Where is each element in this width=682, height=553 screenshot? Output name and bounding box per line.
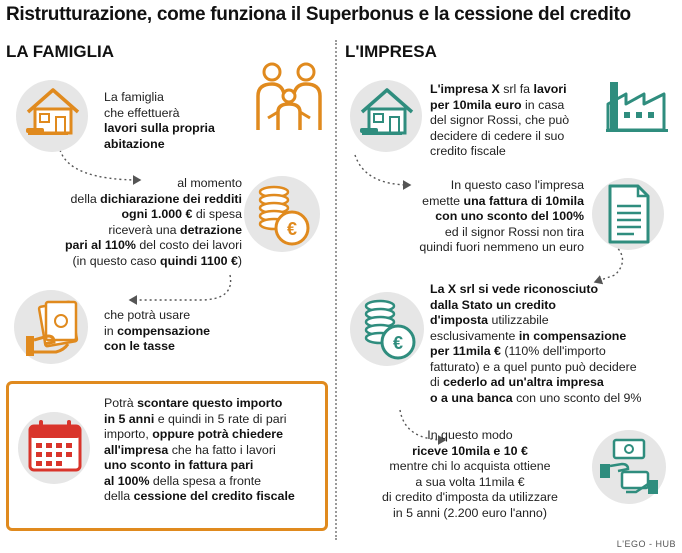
- left-heading: LA FAMIGLIA: [6, 42, 114, 61]
- svg-text:€: €: [286, 219, 298, 239]
- coins-euro-icon: [250, 180, 316, 250]
- right-step3-text: La X srl si vede riconosciuto dalla Stato un credito d'imposta utilizzabile esclusivamente in compensazione per 11mila € (110% dell'importo fatturato) e a quel punto può decidere di cederlo ad un'altra impresa o a una banca con uno sconto del 9%: [430, 282, 642, 405]
- left-step1-text: La famiglia che effettuerà lavori sulla propria abitazione: [104, 90, 215, 151]
- right-step2-text: In questo caso l'impresa emette una fattura di 10mila con uno sconto del 100% ed il signor Rossi non tira quindi fuori nemmeno un euro: [419, 178, 584, 254]
- family-icon: [250, 58, 328, 136]
- factory-icon: [604, 78, 670, 134]
- source-credit: L'EGO - HUB: [616, 539, 676, 549]
- house-icon: [22, 82, 84, 144]
- left-step3-text: che potrà usare in compensazione con le tasse: [104, 308, 211, 353]
- right-step1-text: L'impresa X srl fa lavori per 10mila euro in casa del signor Rossi, che può decidere di cedere il suo credito fiscale: [430, 82, 570, 158]
- right-step4-text: In questo modo riceve 10mila e 10 € mentre chi lo acquista ottiene a sua volta 11mila € di credito d'imposta da utilizzare in 5 anni (2.200 euro l'anno): [382, 428, 558, 520]
- svg-text:€: €: [392, 333, 404, 353]
- page-title: Ristrutturazione, come funziona il Superbonus e la cessione del credito: [6, 4, 631, 25]
- coins-euro-teal-icon: [356, 294, 422, 364]
- left-step2-text: al momento della dichiarazione dei redditi ogni 1.000 € di spesa riceverà una detrazione pari al 110% del costo dei lavori (in questo caso quindi 1100 €): [64, 176, 242, 268]
- invoice-document-icon: [602, 182, 656, 246]
- calendar-icon: [24, 416, 86, 478]
- arrow-left-2: [130, 275, 231, 300]
- arrow-right-2: [595, 245, 623, 282]
- money-hand-icon: [20, 296, 84, 360]
- summary-box-text: Potrà scontare questo importo in 5 anni e quindi in 5 rate di pari importo, oppure potrà chiedere all'impresa che ha fatto i lavori uno sconto in fattura pari al 100% della spesa a fronte della cessione del credito fiscale: [104, 396, 295, 503]
- money-exchange-icon: [596, 434, 662, 500]
- house-tool-icon: [356, 82, 418, 144]
- right-heading: L'IMPRESA: [345, 42, 437, 61]
